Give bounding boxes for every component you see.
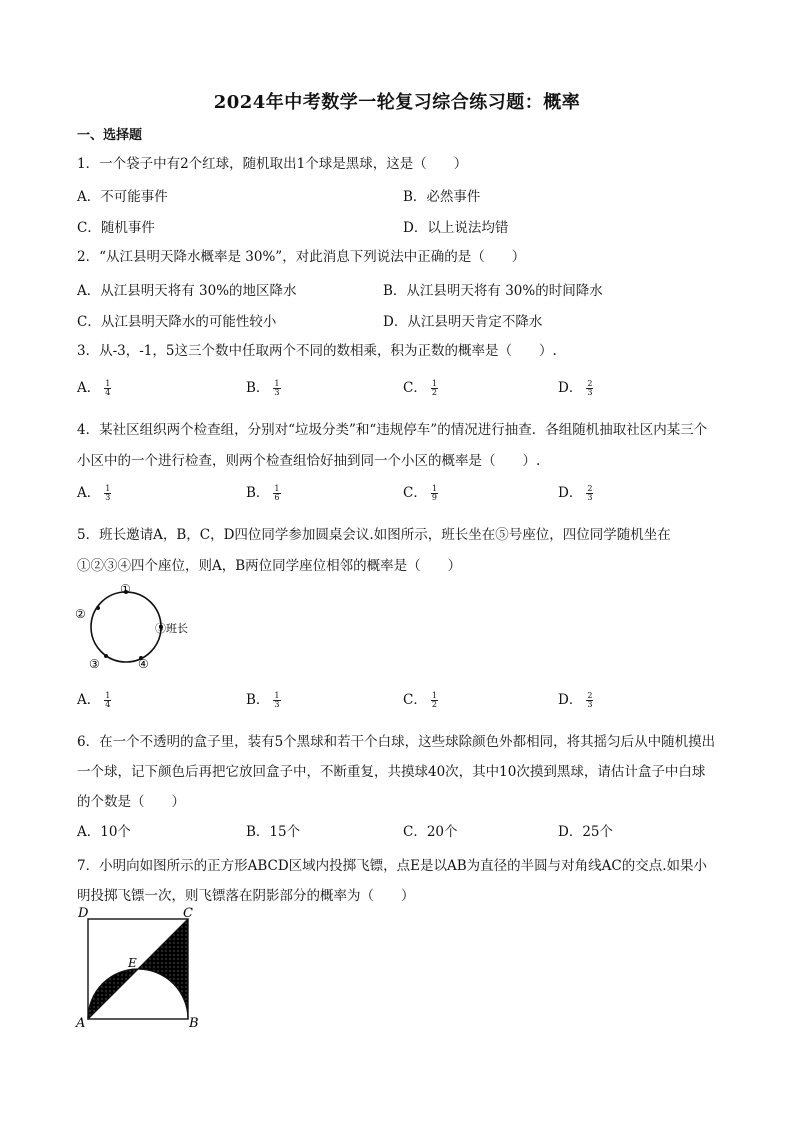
q6-option-a: A．10个 (77, 824, 131, 840)
q2-option-c: C．从江县明天降水的可能性较小 (77, 314, 277, 330)
question-4-stem: 4．某社区组织两个检查组，分别对“垃圾分类”和“违规停车”的情况进行抽查．各组随机抽取社区内某三个小区中的一个进行检查，则两个检查组恰好抽到同一个小区的概率是（ ）. (77, 422, 708, 469)
q3-option-d: D． $\frac{2}{3}$ (558, 379, 593, 397)
q2-option-d: D．从江县明天肯定不降水 (383, 314, 543, 330)
q2-option-a: A．从江县明天将有 30%的地区降水 (77, 283, 297, 299)
q1-option-d: D．以上说法均错 (403, 220, 509, 236)
q3-option-b: B． $\frac{1}{3}$ (246, 379, 280, 397)
question-1-stem: 1．一个袋子中有2个红球，随机取出1个球是黑球，这是（ ） (77, 156, 468, 172)
q1-option-b: B．必然事件 (403, 189, 481, 205)
q6-option-b: B．15个 (246, 824, 301, 840)
fraction: $\frac{2}{3}$ (587, 484, 593, 502)
q4-option-c: C． $\frac{1}{9}$ (403, 484, 437, 502)
question-5-stem: 5．班长邀请A，B，C，D四位同学参加圆桌会议.如图所示，班长坐在⑤号座位，四位同学随机坐在①②③④四个座位，则A，B两位同学座位相邻的概率是（ ） (77, 527, 671, 574)
point-e-label: E (128, 956, 137, 970)
round-table (91, 592, 161, 662)
question-2-stem: 2．“从江县明天降水概率是 30%”，对此消息下列说法中正确的是（ ） (77, 249, 526, 265)
q3-option-a: A． $\frac{1}{4}$ (77, 379, 111, 397)
seat-dot (96, 606, 100, 610)
q2-option-b: B．从江县明天将有 30%的时间降水 (383, 283, 603, 299)
fraction: $\frac{2}{3}$ (587, 379, 593, 397)
point-d-label: D (78, 906, 89, 921)
fraction: $\frac{1}{3}$ (274, 691, 280, 709)
question-7-stem: 7．小明向如图所示的正方形ABCD区域内投掷飞镖，点E是以AB为直径的半圆与对角线AC的交点.如果小明投掷飞镖一次，则飞镖落在阴影部分的概率为（ ） (77, 858, 708, 904)
q5-option-b: B． $\frac{1}{3}$ (246, 691, 280, 709)
seat-4-label: ④ (138, 657, 149, 671)
q4-option-a: A． $\frac{1}{3}$ (77, 484, 111, 502)
seat-5-label: ⑤班长 (155, 622, 188, 635)
seat-3-label: ③ (89, 657, 100, 671)
square-figure (72, 905, 212, 1030)
fraction: $\frac{1}{4}$ (105, 379, 111, 397)
fraction: $\frac{1}{6}$ (274, 484, 280, 502)
fraction: $\frac{1}{3}$ (274, 379, 280, 397)
q3-option-c: C． $\frac{1}{2}$ (403, 379, 437, 397)
round-table-figure (73, 580, 223, 675)
question-3-stem: 3．从-3，-1，5这三个数中任取两个不同的数相乘，积为正数的概率是（ ）. (77, 343, 557, 359)
point-c-label: C (183, 906, 193, 921)
page-title: 2024年中考数学一轮复习综合练习题：概率 (213, 92, 581, 113)
q4-option-d: D． $\frac{2}{3}$ (558, 484, 593, 502)
point-b-label: B (189, 1016, 199, 1030)
section-heading: 一、选择题 (77, 128, 143, 143)
q6-option-d: D．25个 (558, 824, 614, 840)
fraction: $\frac{1}{3}$ (105, 484, 111, 502)
q5-option-a: A． $\frac{1}{4}$ (77, 691, 111, 709)
question-6-stem: 6．在一个不透明的盒子里，装有5个黑球和若干个白球，这些球除颜色外都相同，将其摇匀后从中随机摸出一个球，记下颜色后再把它放回盒子中，不断重复，共摸球40次，其中10次摸到黑球，请估计盒子中白球的个数是（ ） (77, 734, 716, 810)
seat-dot (104, 654, 108, 658)
q5-option-d: D． $\frac{2}{3}$ (558, 691, 593, 709)
q1-option-c: C．随机事件 (77, 220, 155, 236)
fraction: $\frac{1}{2}$ (431, 379, 437, 397)
point-a-label: A (76, 1016, 86, 1030)
q5-option-c: C． $\frac{1}{2}$ (403, 691, 437, 709)
seat-1-label: ① (120, 582, 131, 596)
fraction: $\frac{1}{4}$ (105, 691, 111, 709)
q6-option-c: C．20个 (403, 824, 458, 840)
fraction: $\frac{1}{9}$ (431, 484, 437, 502)
fraction: $\frac{1}{2}$ (431, 691, 437, 709)
seat-2-label: ② (75, 607, 86, 621)
q1-option-a: A．不可能事件 (77, 189, 168, 205)
q4-option-b: B． $\frac{1}{6}$ (246, 484, 280, 502)
fraction: $\frac{2}{3}$ (587, 691, 593, 709)
